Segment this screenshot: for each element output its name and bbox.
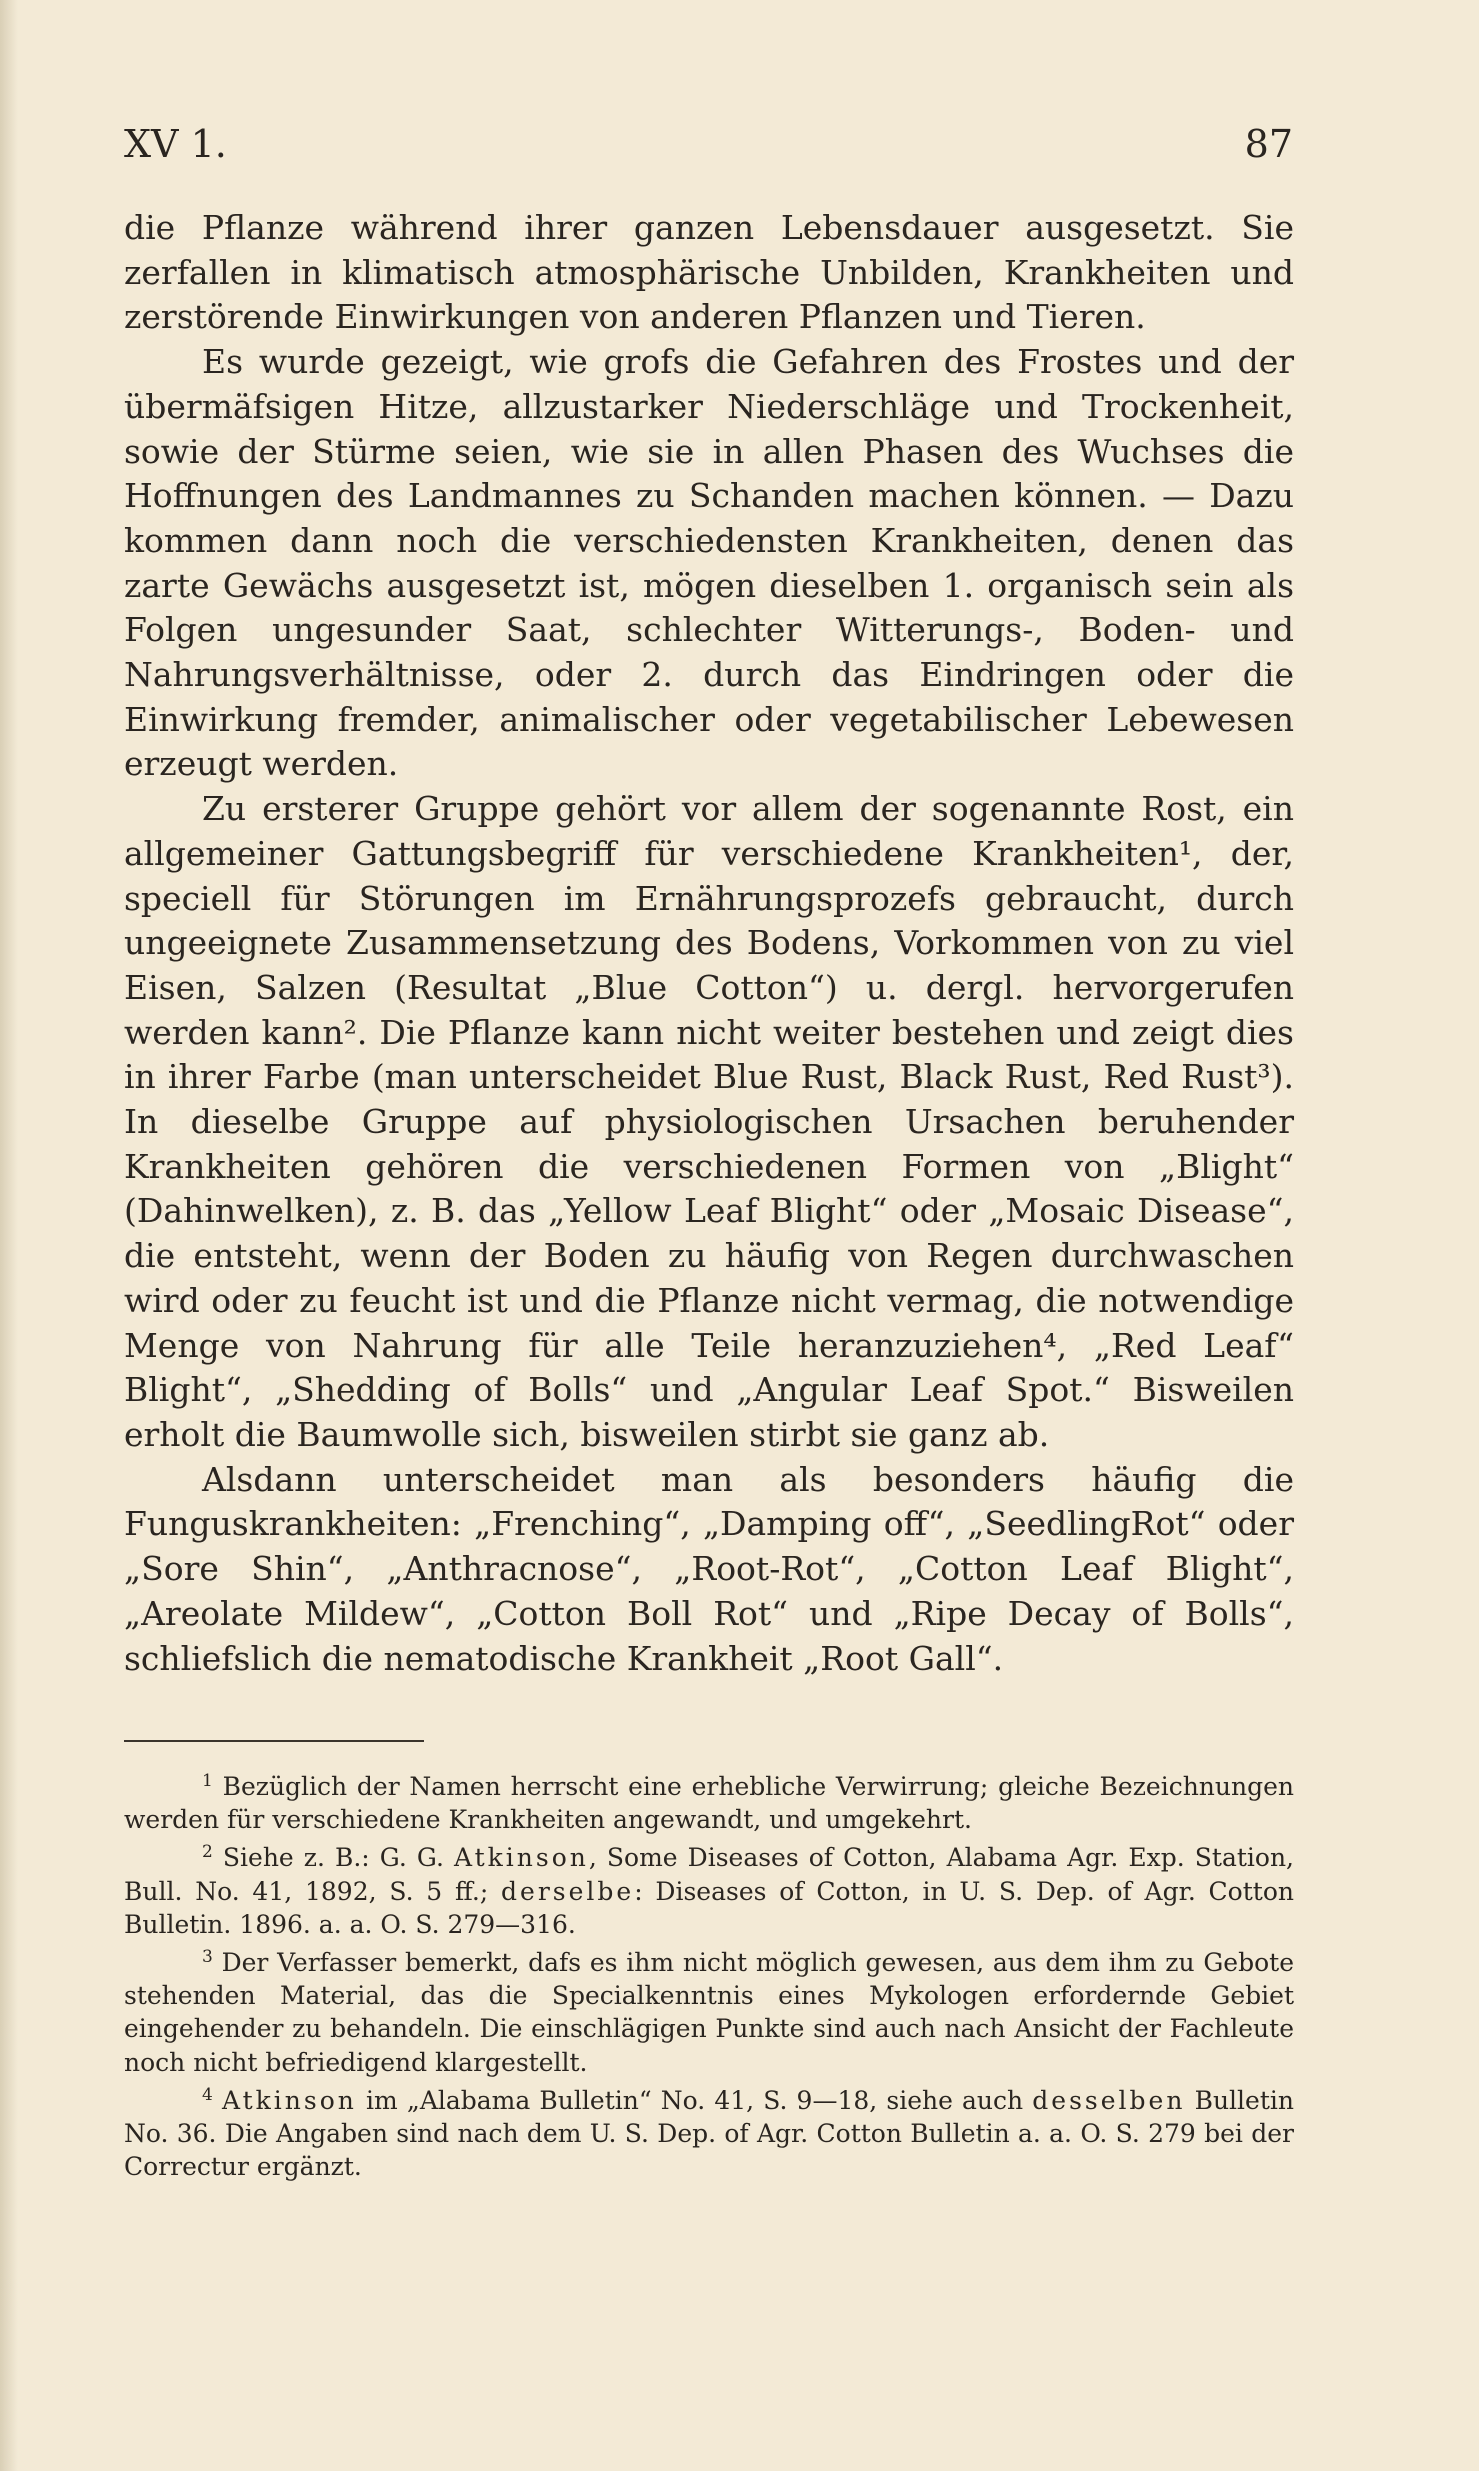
page-binding-edge [0,0,18,2471]
paragraph: die Pflanze während ihrer ganzen Lebensdauer ausgesetzt. Sie zerfallen in klimatisch atmosphärische Unbilden, Krankheiten und zerstörende Einwirkungen von anderen Pflanzen und Tieren. [124,208,1294,337]
footnote [124,1765,1294,1836]
footnote [124,2079,1294,2184]
footnote-text: Siehe z. B.: G. G. [222,1843,454,1873]
running-header [124,120,1293,168]
paragraph: Alsdann unterscheidet man als besonders häufig die Funguskrankheiten: „Frenching“, „Damping off“, „SeedlingRot“ oder „Sore Shin“, „Anthracnose“, „Root-Rot“, „Cotton Leaf Blight“, „Areolate Mildew“, „Cotton Boll Rot“ und „Ripe Decay of Bolls“, schliefslich die nematodische Krankheit „Root Gall“. [124,1459,1294,1678]
footnote-mark: 3 [202,1947,213,1968]
footnotes [124,1765,1294,2183]
footnote [124,1836,1294,1941]
author-name: Atkinson [221,2085,357,2115]
author-name: Atkinson [454,1843,589,1873]
footnote-text: Bezüglich der Namen herrscht eine erhebliche Verwirrung; gleiche Bezeichnungen werden für verschiedene Krankheiten angewandt, und umgekehrt. [124,1772,1294,1835]
footnote-text: Der Verfasser bemerkt, dafs es ihm nicht möglich gewesen, aus dem ihm zu Gebote stehenden Material, das die Specialkenntnis eines Mykologen erfordernde Gebiet eingehender zu behandeln. Die einschlägigen Punkte sind auch nach Ansicht der Fachleute noch nicht befriedigend klargestellt. [124,1948,1294,2077]
reference-word: derselbe [501,1876,635,1906]
footnote-mark: 1 [202,1771,213,1791]
footnote-mark: 2 [202,1842,213,1863]
reference-word: desselben [1032,2085,1186,2115]
footnote-text: , Some Diseases of Cotton, Alabama Agr. Exp. Station, Bull. No. 41, 1892, S. 5 ff.; [124,1843,1294,1906]
main-text [124,206,1294,1681]
page-number: 87 [1244,122,1293,166]
footnote-text: Bulletin No. 36. Die Angaben sind nach dem U. S. Dep. of Agr. Cotton Bulletin a. a. O. S. 279 bei der Correctur ergänzt. [124,2085,1294,2182]
footnote-divider [124,1740,424,1742]
paragraph: Es wurde gezeigt, wie grofs die Gefahren des Frostes und der übermäfsigen Hitze, allzustarker Niederschläge und Trockenheit, sowie der Stürme seien, wie sie in allen Phasen des Wuchses die Hoffnungen des Landmannes zu Schanden machen können. — Dazu kommen dann noch die verschiedensten Krankheiten, denen das zarte Gewächs ausgesetzt ist, mögen dieselben 1. organisch sein als Folgen ungesunder Saat, schlechter Witterungs-, Boden- und Nahrungsverhältnisse, oder 2. durch das Eindringen oder die Einwirkung fremder, animalischer oder vegetabilischer Lebewesen erzeugt werden. [124,342,1294,784]
section-number: XV 1. [124,122,227,166]
footnote [124,1941,1294,2079]
paragraph: Zu ersterer Gruppe gehört vor allem der sogenannte Rost, ein allgemeiner Gattungsbegriff für verschiedene Krankheiten¹, der, speciell für Störungen im Ernährungsprozefs gebraucht, durch ungeeignete Zusammensetzung des Bodens, Vorkommen von zu viel Eisen, Salzen (Resultat „Blue Cotton“) u. dergl. hervorgerufen werden kann². Die Pflanze kann nicht weiter bestehen und zeigt dies in ihrer Farbe (man unterscheidet Blue Rust, Black Rust, Red Rust³). In dieselbe Gruppe auf physiologischen Ursachen beruhender Krankheiten gehören die verschiedenen Formen von „Blight“ (Dahinwelken), z. B. das „Yellow Leaf Blight“ oder „Mosaic Disease“, die entsteht, wenn der Boden zu häufig von Regen durchwaschen wird oder zu feucht ist und die Pflanze nicht vermag, die notwendige Menge von Nahrung für alle Teile heranzuziehen⁴, „Red Leaf“ Blight“, „Shedding of Bolls“ und „Angular Leaf Spot.“ Bisweilen erholt die Baumwolle sich, bisweilen stirbt sie ganz ab. [124,789,1294,1454]
footnote-text: : Diseases of Cotton, in U. S. Dep. of Agr. Cotton Bulletin. 1896. a. a. O. S. 279—316. [124,1876,1294,1939]
footnote-text: im „Alabama Bulletin“ No. 41, S. 9—18, siehe auch [356,2085,1033,2115]
footnote-mark: 4 [202,2084,213,2105]
